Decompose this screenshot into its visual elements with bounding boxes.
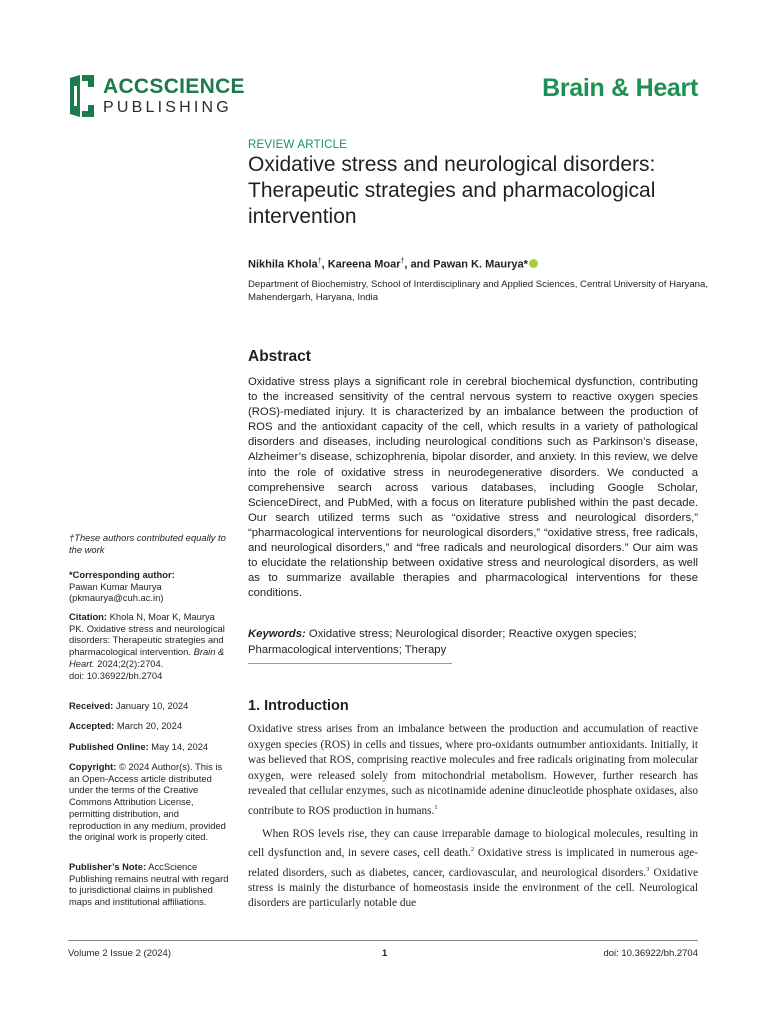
divider [248, 663, 452, 664]
publisher-note: Publisher’s Note: AccScience Publishing remains neutral with regard to jurisdictional claims in published maps and institutional affiliations. [69, 861, 229, 908]
author-name[interactable]: Pawan K. Maurya [433, 258, 524, 271]
accepted-date: Accepted: March 20, 2024 [69, 720, 183, 731]
corr-label: *Corresponding author: [69, 569, 175, 580]
contribution-note: †These authors contributed equally to the work [69, 532, 226, 555]
page-number: 1 [382, 948, 388, 959]
keywords-text: Oxidative stress; Neurological disorder; Reactive oxygen species; Pharmacological interventions; Therapy [248, 628, 637, 656]
paragraph: When ROS levels rise, they can cause irreparable damage to biological molecules, resulting in cell dysfunction and, in severe cases, cell death.$^2$ Oxidative stress is implicated in numerous age-related disorders, such as diabetes, cancer, cardiovascular, and neurological disorders.$^3$ Oxidative stress is mainly the disturbance of homeostasis inside the environment of the cell. Neurological disorders are particularly notable due [248, 827, 698, 910]
author-name[interactable]: Nikhila Khola [248, 258, 318, 271]
paragraph: Oxidative stress arises from an imbalance between the production and accumulation of reactive oxygen species (ROS) in cells and tissues, where pro-oxidants outnumber antioxidants. Initially, it was believed that ROS, comprising reactive molecules and free radicals originating from molecular oxygen, were released solely from mitochondrial metabolism. However, further research has revealed that cellular enzymes, such as nicotinamide adenine dinucleotide phosphate oxidases, also contribute to ROS production in humans.$^1$ [248, 723, 698, 817]
introduction-body [248, 722, 698, 912]
author-separator: , and [404, 258, 434, 271]
published-date: Published Online: May 14, 2024 [69, 741, 209, 752]
section-heading-introduction: 1. Introduction [248, 698, 349, 714]
orcid-icon[interactable] [529, 259, 538, 268]
article-type: REVIEW ARTICLE [248, 139, 348, 151]
author-separator: , [321, 258, 328, 271]
copyright: Copyright: © 2024 Author(s). This is an Open-Access article distributed under the terms of the Creative Commons Attribution License, permitting distribution, and reproduction in any medium, provided the original work is properly cited. [69, 761, 226, 843]
affiliation: Department of Biochemistry, School of Interdisciplinary and Applied Sciences, Central University of Haryana, Mahendergarh, Haryana, India [248, 279, 709, 303]
citation-journal: Brain & Heart. [69, 646, 225, 669]
author-mark: † [317, 258, 322, 265]
journal-title: Brain & Heart [542, 74, 698, 102]
article-title: Oxidative stress and neurological disorders: Therapeutic strategies and pharmacological intervention [248, 153, 656, 228]
footer-volume: Volume 2 Issue 2 (2024) [68, 948, 171, 959]
author-name[interactable]: Kareena Moar [327, 258, 401, 271]
abstract-text: Oxidative stress plays a significant role in cerebral biochemical dysfunction, contributing to the increased sensitivity of the central nervous system to reactive oxygen species (ROS)-mediated injury. It is characterized by an imbalance between the production of ROS and the antioxidant capacity of the cell, which results in a variety of pathological disorders and diseases, including neurological conditions such as Parkinson’s disease, Alzheimer’s disease, schizophrenia, bipolar disorder, and anxiety. In this review, we delve into the role of oxidative stress in neurodegenerative disorders. We conducted a comprehensive search across various databases, including Google Scholar, ScienceDirect, and PubMed, with a focus on literature published within the past decade. Our search utilized terms such as “oxidative stress and neurological disorders,” “pharmacological interventions for neurological disorders,” “oxidative stress, free radicals, and neurological disorders,” and “free radicals and neurological disorders.” Our aim was to elucidate the relationship between oxidative stress and neurological disorders, as well as to summarize available therapies and pharmacological interventions for these conditions. [248, 376, 698, 600]
citation: Citation: Khola N, Moar K, Maurya PK. Oxidative stress and neurological disorders: Therapeutic strategies and pharmacological intervention. Brain & Heart. 2024;2(2):2704. doi: 10.36922/bh.2704 [69, 611, 225, 681]
received-date: Received: January 10, 2024 [69, 700, 189, 711]
citation-label: Citation: [69, 611, 108, 622]
publisher-name: ACCSCIENCE [103, 75, 245, 98]
reference-link[interactable]: 2 [470, 846, 475, 854]
corr-name: Pawan Kumar Maurya [69, 580, 162, 592]
footer-divider [68, 940, 698, 941]
corresponding-author [69, 569, 229, 604]
author-mark: † [400, 258, 405, 265]
corr-email[interactable]: (pkmaurya@cuh.ac.in) [69, 592, 164, 604]
author-list [248, 258, 538, 271]
author-mark: * [523, 258, 528, 271]
publisher-logo [68, 74, 245, 118]
footer-doi[interactable]: doi: 10.36922/bh.2704 [603, 948, 698, 959]
reference-link[interactable]: 3 [646, 865, 650, 873]
publisher-subname: PUBLISHING [103, 99, 232, 116]
abstract-heading: Abstract [248, 348, 311, 365]
accscience-logo-icon [68, 74, 96, 118]
keywords-label: Keywords: [248, 628, 306, 640]
keywords [248, 626, 698, 658]
citation-doi[interactable]: doi: 10.36922/bh.2704 [69, 669, 163, 681]
reference-link[interactable]: 1 [434, 803, 438, 811]
